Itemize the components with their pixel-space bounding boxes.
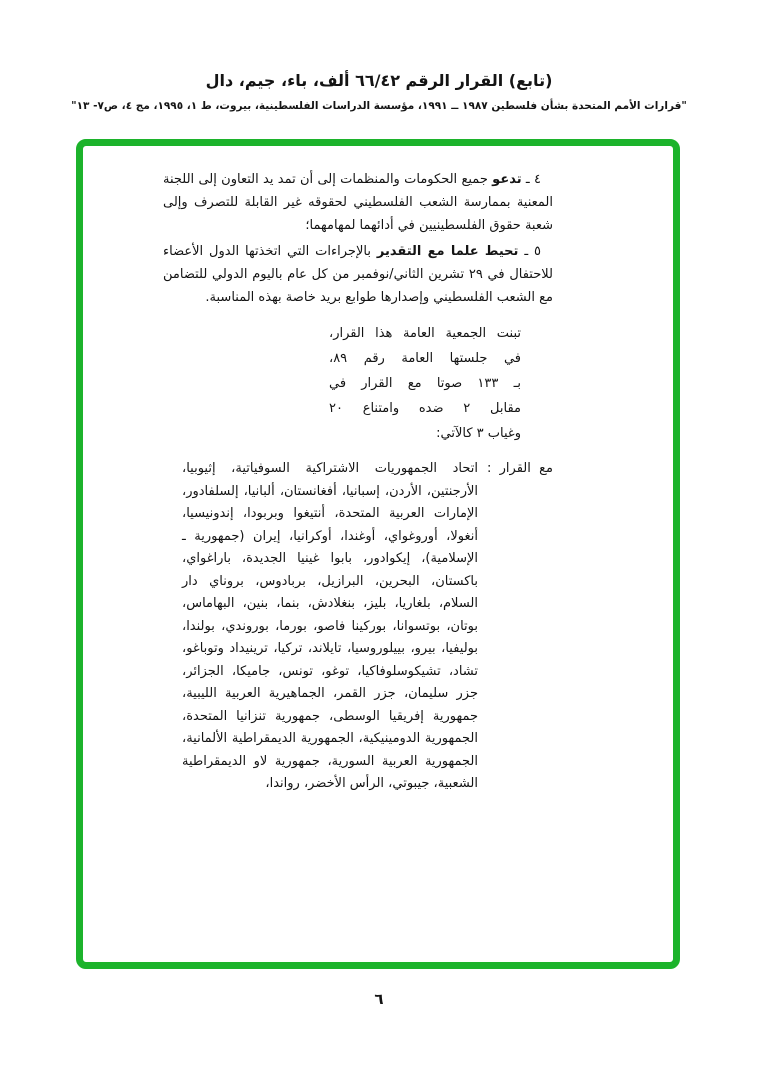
- source-citation: "قرارات الأمم المتحدة بشأن فلسطين ١٩٨٧ ــ ١٩٩١، مؤسسة الدراسات الفلسطينية، بيروت، ط ١، ١٩٩٥، مج ٤، ص٧- ١٣": [71, 100, 687, 112]
- clause-4-number: ٤ ـ: [525, 172, 541, 187]
- page-number: ٦: [374, 990, 384, 1008]
- adoption-line: في جلستها العامة رقم ٨٩،: [329, 351, 521, 366]
- clause-5-text: بالإجراءات التي اتخذتها الدول الأعضاء للاحتفال في ٢٩ تشرين الثاني/نوفمبر من كل عام باليوم الدولي للتضامن مع الشعب الفلسطيني وإصدارها طوابع بريد خاصة بهذه المناسبة.: [163, 244, 553, 305]
- clause-5: [163, 240, 553, 309]
- adoption-note: [329, 321, 521, 446]
- page-header: [0, 70, 758, 114]
- vote-in-favour-countries: اتحاد الجمهوريات الاشتراكية السوفياتية، إثيوبيا، الأرجنتين، الأردن، إسبانيا، أفغانستان، ألبانيا، إلسلفادور، الإمارات العربية المتحدة، أنتيغوا وبربودا، إندونيسيا، أنغولا، أوروغواي، أوغندا، أوكرانيا، إيران (جمهورية ـ الإسلامية)، إيكوادور، بابوا غينيا الجديدة، باراغواي، باكستان، البحرين، البرازيل، بربادوس، بروناي دار السلام، بلغاريا، بليز، بنغلادش، بنما، بنين، البهاماس، بوتان، بوتسوانا، بوركينا فاصو، بورما، بوروندي، بولندا، بوليفيا، بيرو، بييلوروسيا، تايلاند، تركيا، ترينيداد وتوباغو، تشاد، تشيكوسلوفاكيا، توغو، تونس، جاميكا، الجزائر، جزر سليمان، جزر القمر، الجماهيرية العربية الليبية، جمهورية إفريقيا الوسطى، جمهورية تنزانيا المتحدة، الجمهورية الدومينيكية، الجمهورية الديمقراطية الألمانية، الجمهورية العربية السورية، جمهورية لاو الديمقراطية الشعبية، جيبوتي، الرأس الأخضر، رواندا،: [182, 461, 478, 791]
- adoption-line: بـ ١٣٣ صوتا مع القرار في: [329, 376, 521, 391]
- clause-4-operative-verb: تدعو: [492, 172, 522, 187]
- clause-5-number: ٥ ـ: [524, 244, 542, 259]
- vote-record: [163, 458, 553, 796]
- clause-5-operative-verb: تحيط علما مع التقدير: [376, 244, 519, 259]
- highlight-box: [76, 139, 680, 969]
- vote-in-favour-label: مع القرار :: [487, 461, 553, 476]
- clause-4: [163, 168, 553, 237]
- resolution-title: (تابع) القرار الرقم ٦٦/٤٢ ألف، باء، جيم، دال: [205, 71, 553, 90]
- clause-4-text: جميع الحكومات والمنظمات إلى أن تمد يد التعاون إلى اللجنة المعنية بممارسة الشعب الفلسطيني لحقوقه غير القابلة للتصرف وإلى شعبة حقوق الفلسطينيين في أدائهما لمهامهما؛: [163, 172, 553, 233]
- adoption-line: وغياب ٣ كالآتي:: [436, 426, 521, 441]
- adoption-line: مقابل ٢ ضده وامتناع ٢٠: [329, 401, 521, 416]
- adoption-line: تبنت الجمعية العامة هذا القرار،: [329, 326, 521, 341]
